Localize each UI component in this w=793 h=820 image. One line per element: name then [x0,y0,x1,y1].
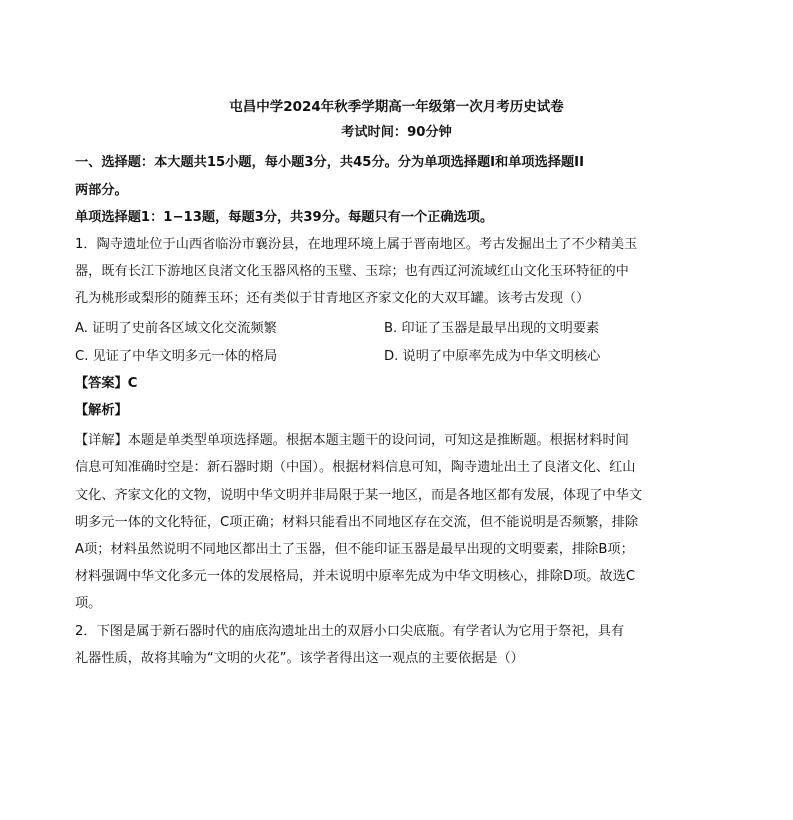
question-1-line1: 1．陶寺遗址位于山西省临汾市襄汾县，在地理环境上属于晋南地区。考古发掘出土了不少精美玉 [75,237,638,252]
question-1-option-d: D. 说明了中原率先成为中华文明核心 [384,349,601,364]
question-1-line2: 器，既有长江下游地区良渚文化玉器风格的玉璧、玉琮；也有西辽河流域红山文化玉环特征的中 [75,264,629,279]
question-1-detail-line1: 【详解】本题是单类型单项选择题。根据本题主题干的设问词，可知这是推断题。根据材料时间 [75,433,629,448]
question-1-option-b: B. 印证了玉器是最早出现的文明要素 [384,321,600,336]
question-1-analysis-label: 【解析】 [75,403,128,418]
question-2-line1: 2．下图是属于新石器时代的庙底沟遗址出土的双唇小口尖底瓶。有学者认为它用于祭祀，具有 [75,624,625,639]
exam-title: 屯昌中学2024年秋季学期高一年级第一次月考历史试卷 [229,99,564,115]
question-1-option-c: C. 见证了中华文明多元一体的格局 [75,349,278,364]
subsection-heading: 单项选择题1：1−13题，每题3分，共39分。每题只有一个正确选项。 [75,210,494,225]
question-1-line3: 孔为桃形或梨形的随葬玉环；还有类似于甘青地区齐家文化的大双耳罐。该考古发现（） [75,291,590,306]
question-1-detail-line4: 明多元一体的文化特征，C项正确；材料只能看出不同地区存在交流，但不能说明是否频繁，排除 [75,515,639,530]
question-1-detail-line7: 项。 [75,596,102,611]
question-1-detail-line2: 信息可知准确时空是：新石器时期（中国）。根据材料信息可知，陶寺遗址出土了良渚文化、红山 [75,460,636,475]
question-1-answer: 【答案】C [75,376,138,391]
question-1-detail-line3: 文化、齐家文化的文物，说明中华文明并非局限于某一地区，而是各地区都有发展，体现了中华文 [75,488,643,503]
section-heading-line1: 一、选择题：本大题共15小题，每小题3分，共45分。分为单项选择题I和单项选择题II [75,155,584,170]
question-2-line2: 礼器性质，故将其喻为“文明的火花”。该学者得出这一观点的主要依据是（） [75,651,524,666]
exam-time: 考试时间：90分钟 [341,125,452,140]
section-heading-line2: 两部分。 [75,183,128,198]
question-1-detail-line5: A项；材料虽然说明不同地区都出土了玉器，但不能印证玉器是最早出现的文明要素，排除B项； [75,542,634,557]
question-1-detail-line6: 材料强调中华文化多元一体的发展格局，并未说明中原率先成为中华文明核心，排除D项。故选C [75,569,636,584]
question-1-option-a: A. 证明了史前各区域文化交流频繁 [75,321,277,336]
